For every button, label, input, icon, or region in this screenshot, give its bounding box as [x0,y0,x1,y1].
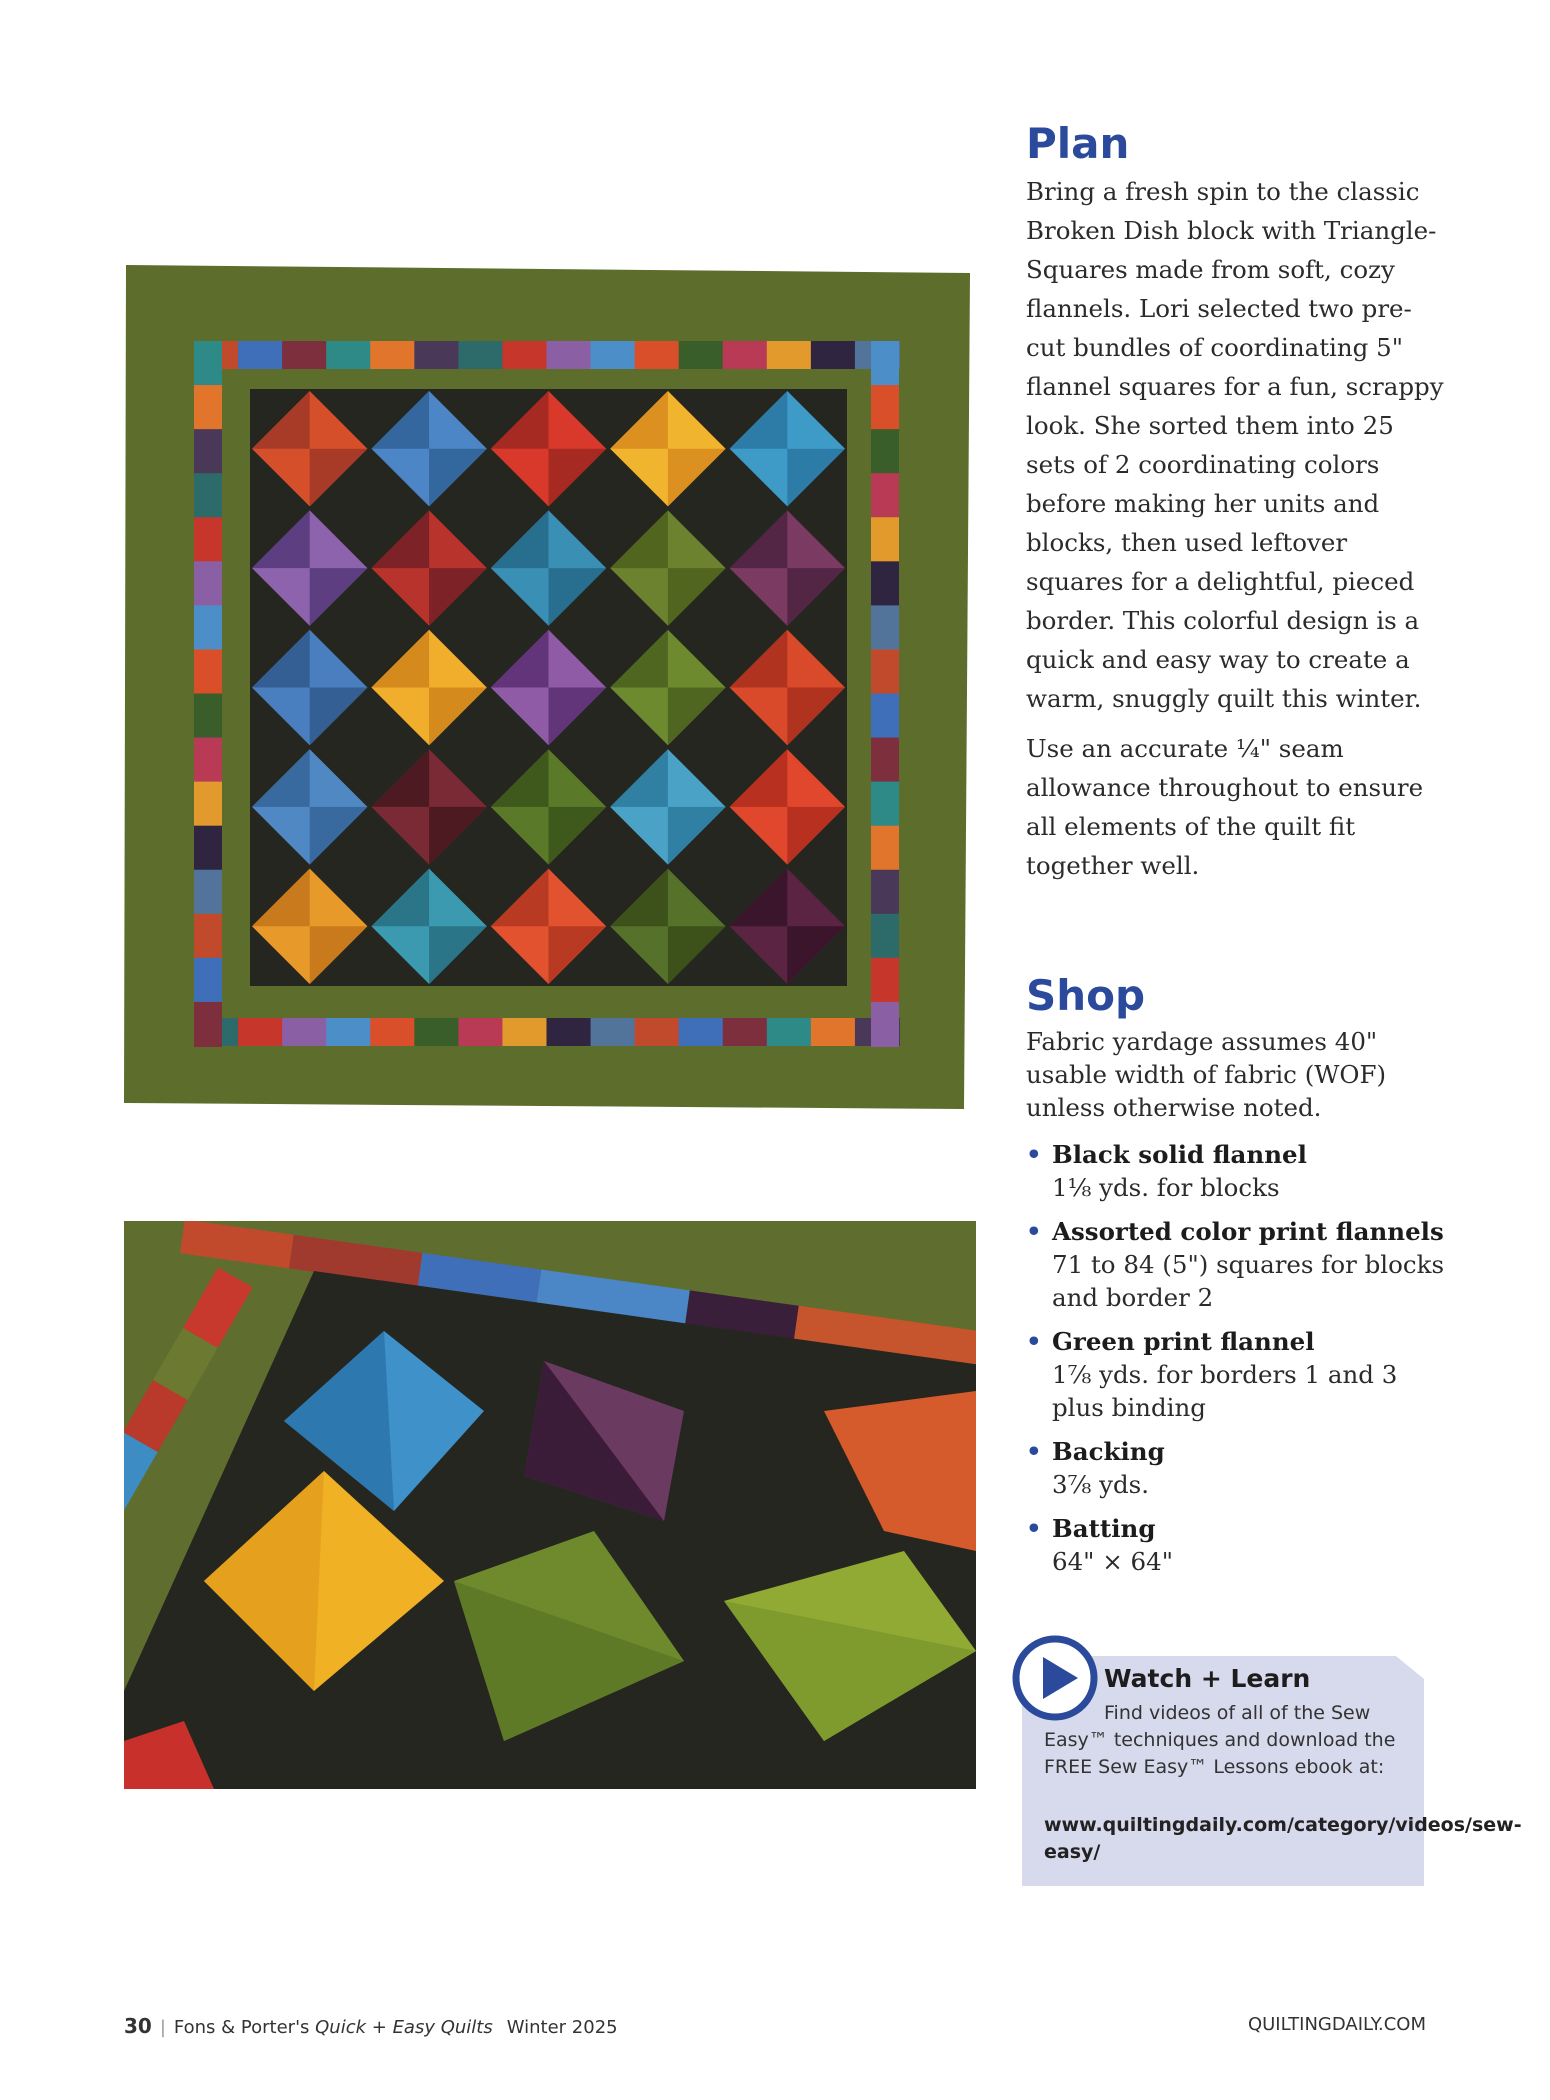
material-detail: 3⅞ yds. [1052,1470,1150,1499]
material-detail: 64" × 64" [1052,1547,1173,1576]
footer-left [124,2014,618,2038]
material-name: Green print flannel [1052,1327,1315,1356]
magazine-name [174,2017,493,2038]
bullet-icon: • [1026,1437,1042,1466]
issue-label: Winter 2025 [506,2017,618,2038]
material-name: Assorted color print flannels [1052,1217,1444,1246]
shop-heading: Shop [1026,971,1146,1020]
watch-learn-link[interactable]: www.quiltingdaily.com/category/videos/sew-easy/ [1044,1814,1522,1863]
quilt-detail-photo [124,1221,976,1789]
list-item [1026,1512,1446,1578]
bullet-icon: • [1026,1140,1042,1169]
list-item [1026,1138,1446,1204]
material-name: Black solid flannel [1052,1140,1307,1169]
magazine-title: Quick + Easy Quilts [315,2017,493,2038]
shop-intro: Fabric yardage assumes 40" usable width of fabric (WOF) unless otherwise noted. [1026,1027,1387,1122]
footer-site: QUILTINGDAILY.COM [1247,2014,1426,2035]
material-name: Batting [1052,1514,1156,1543]
shop-list [1026,1138,1446,1589]
quilt-photo [122,263,972,1111]
list-item [1026,1215,1446,1314]
footer-divider: | [159,2017,166,2038]
plan-paragraph: Use an accurate ¼" seam allowance throughout to ensure all elements of the quilt fit together well. [1026,734,1424,880]
list-item [1026,1325,1446,1424]
magazine-prefix: Fons & Porter's [173,2017,310,2038]
bullet-icon: • [1026,1327,1042,1356]
bullet-icon: • [1026,1217,1042,1246]
plan-body [1026,172,1446,896]
watch-learn-title: Watch + Learn [1104,1664,1311,1693]
list-item [1026,1435,1446,1501]
material-detail: 1⅛ yds. for blocks [1052,1173,1280,1202]
watch-learn-text: Find videos of all of the Sew Easy™ techniques and download the FREE Sew Easy™ Lessons ebook at: [1044,1702,1396,1778]
material-detail: 71 to 84 (5") squares for blocks and border 2 [1052,1250,1445,1312]
plan-paragraph: Bring a fresh spin to the classic Broken Dish block with Triangle-Squares made from soft, cozy flannels. Lori selected two pre-cut bundles of coordinating 5" flannel squares for a fun, scrappy look. She sorted them into 25 sets of 2 coordinating colors before making her units and blocks, then used leftover squares for a delightful, pieced border. This colorful design is a quick and easy way to create a warm, snuggly quilt this winter. [1026,177,1444,713]
plan-heading: Plan [1026,119,1130,168]
page-number: 30 [124,2014,152,2038]
material-name: Backing [1052,1437,1165,1466]
material-detail: 1⅞ yds. for borders 1 and 3 plus binding [1052,1360,1398,1422]
bullet-icon: • [1026,1514,1042,1543]
